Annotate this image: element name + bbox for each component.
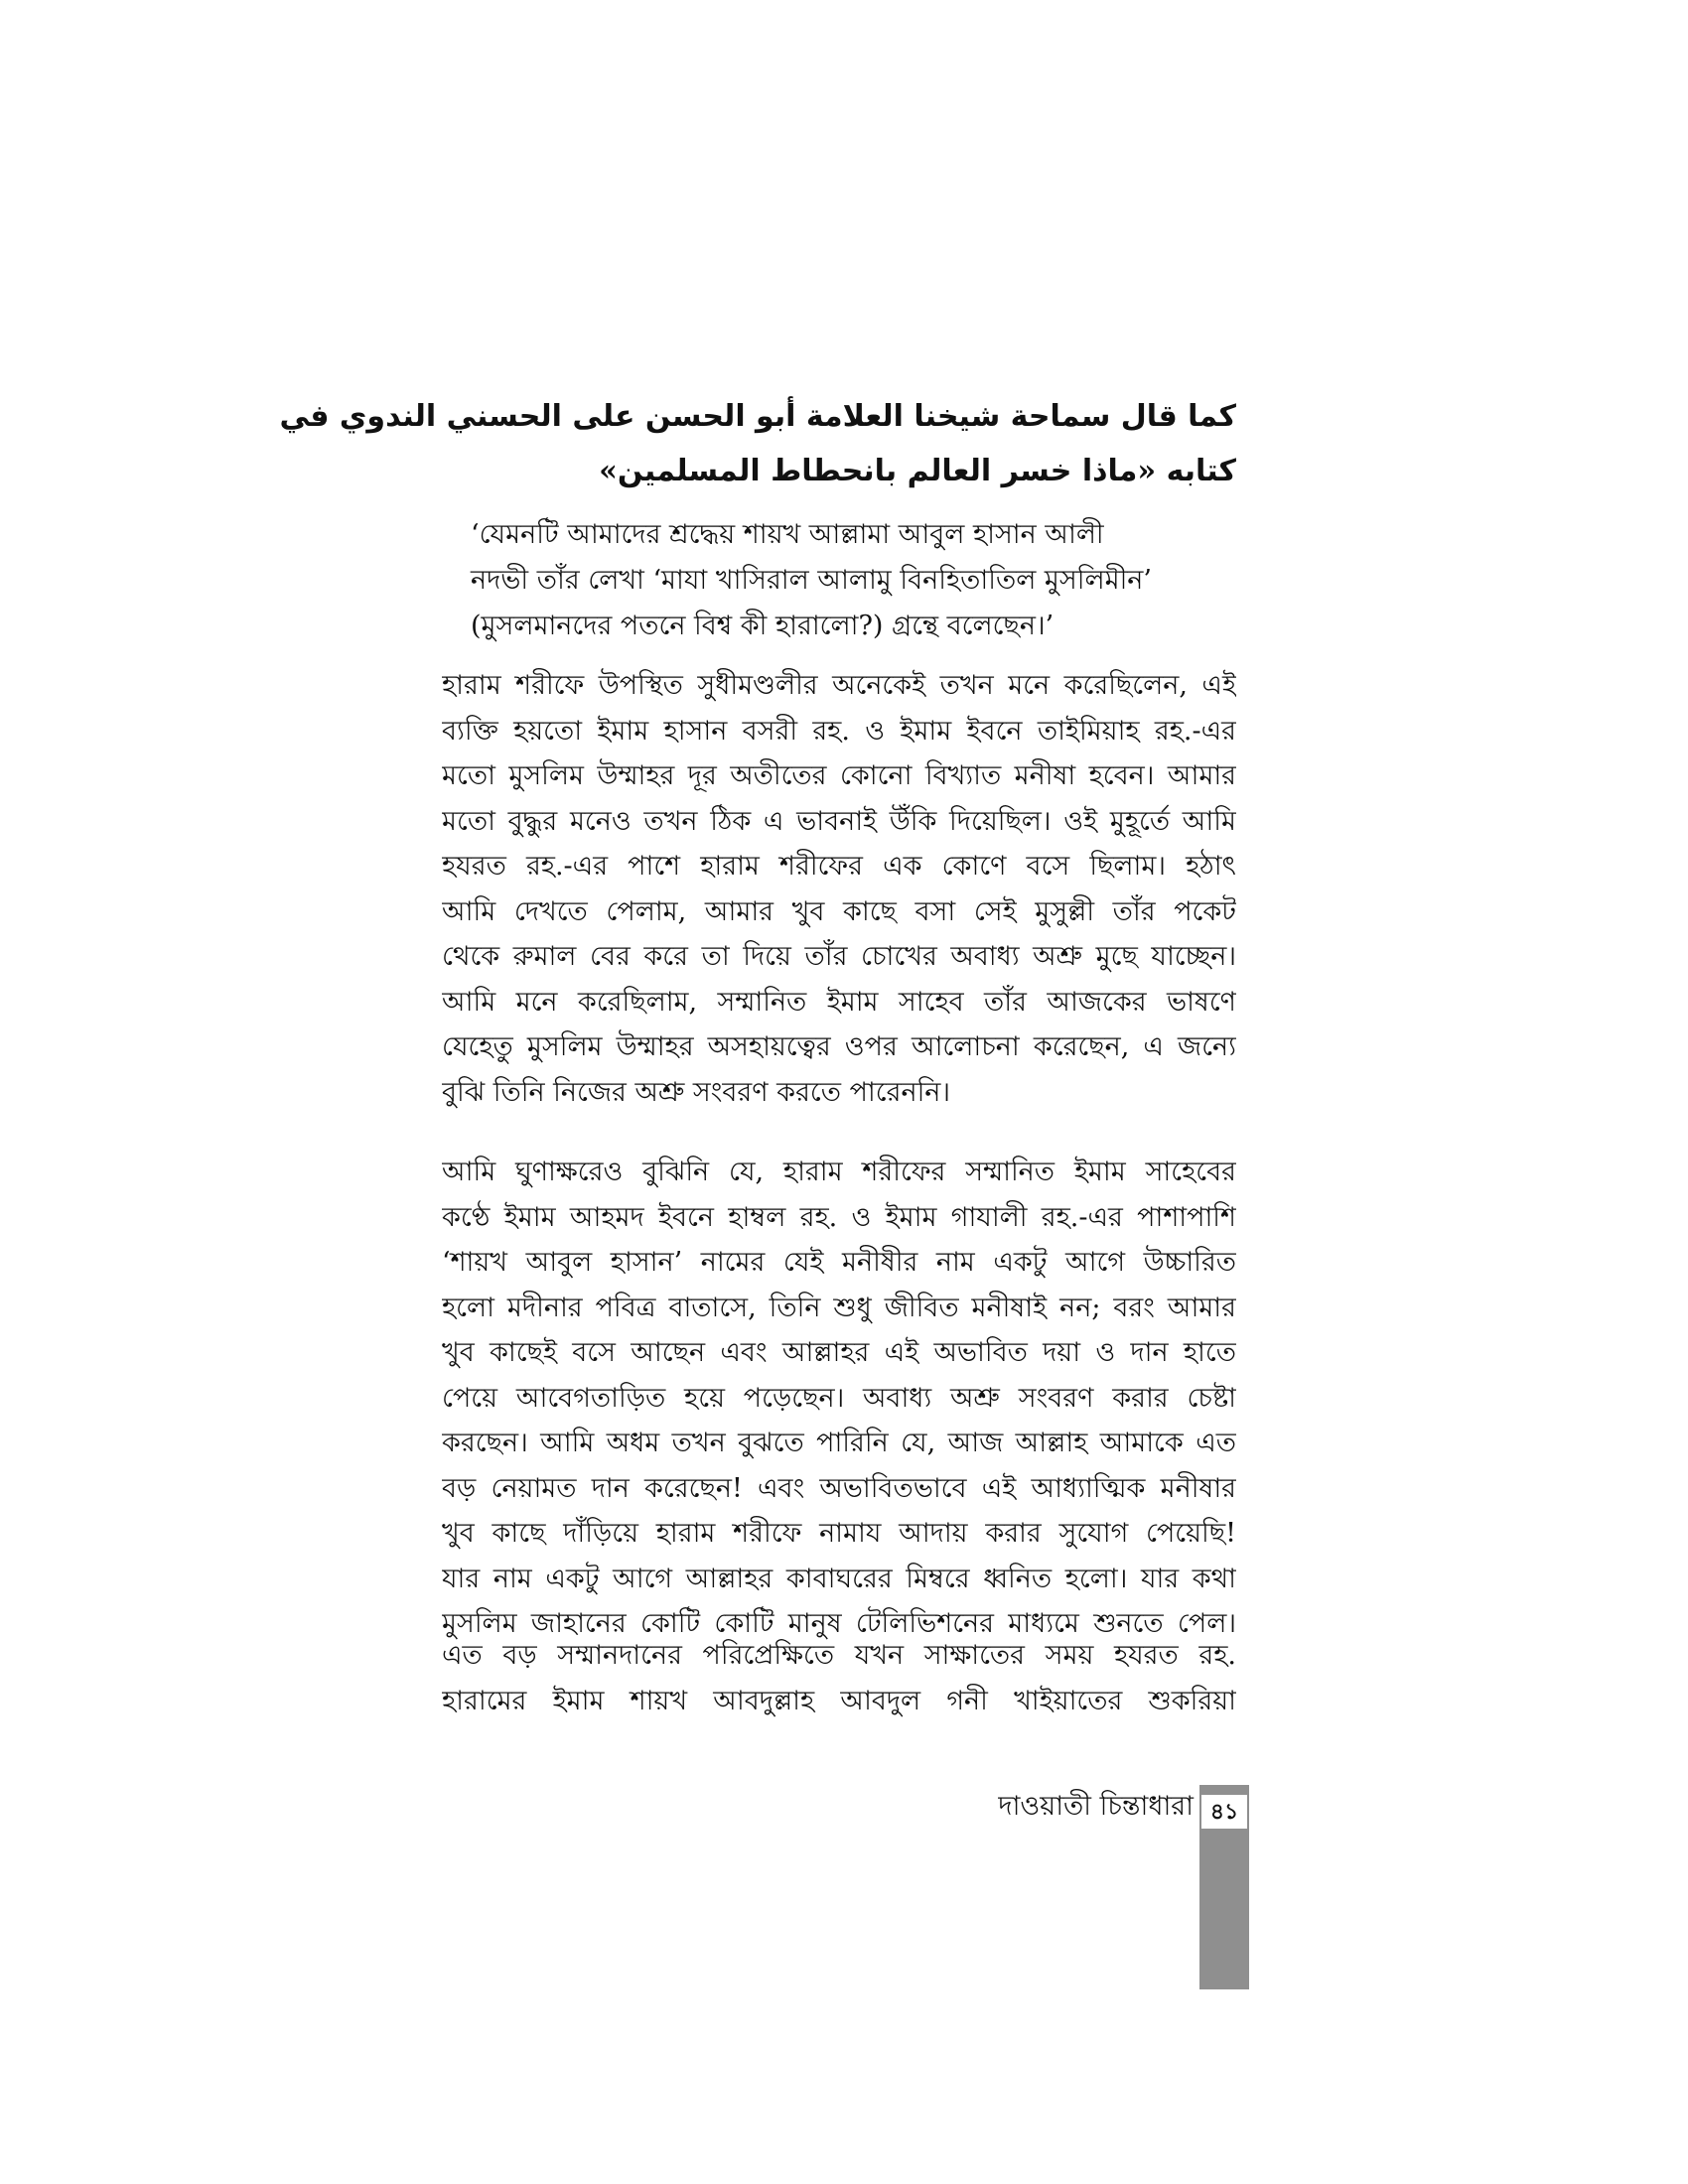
paragraph-line: আমি মনে করেছিলাম, সম্মানিত ইমাম সাহেব তাঁর আজকের ভাষণে xyxy=(442,986,1236,1018)
paragraph-line: আমি ঘুণাক্ষরেও বুঝিনি যে, হারাম শরীফের সম্মানিত ইমাম সাহেবের xyxy=(442,1157,1236,1187)
page-number: ৪১ xyxy=(1201,1795,1247,1829)
arabic-heading xyxy=(279,389,1236,498)
paragraph-line: করছেন। আমি অধম তখন বুঝতে পারিনি যে, আজ আল্লাহ আমাকে এত xyxy=(442,1428,1236,1458)
translation-line-2: নদভী তাঁর লেখা ‘মাযা খাসিরাল আলামু বিনহিতাতিল মুসলিমীন’ xyxy=(471,565,1152,596)
running-footer-book-title: দাওয়াতী চিন্তাধারা xyxy=(998,1791,1194,1822)
paragraph-line: এত বড় সম্মানদানের পরিপ্রেক্ষিতে যখন সাক্ষাতের সময় হযরত রহ. xyxy=(442,1640,1236,1671)
paragraph-line: মতো বুদ্ধুর মনেও তখন ঠিক এ ভাবনাই উঁকি দিয়েছিল। ওই মুহূর্তে আমি xyxy=(442,805,1236,837)
paragraph-1 xyxy=(442,663,1236,1115)
paragraph-line: কণ্ঠে ইমাম আহমদ ইবনে হাম্বল রহ. ও ইমাম গাযালী রহ.-এর পাশাপাশি xyxy=(442,1201,1236,1233)
paragraph-line: হযরত রহ.-এর পাশে হারাম শরীফের এক কোণে বসে ছিলাম। হঠাৎ xyxy=(442,851,1236,882)
paragraph-line: মুসলিম জাহানের কোটি কোটি মানুষ টেলিভিশনের মাধ্যমে শুনতে পেল। xyxy=(442,1608,1236,1639)
paragraph-2 xyxy=(442,1150,1236,1647)
heading-translation xyxy=(471,512,1236,649)
paragraph-line: মতো মুসলিম উম্মাহর দূর অতীতের কোনো বিখ্যাত মনীষা হবেন। আমার xyxy=(442,760,1236,791)
paragraph-line: হলো মদীনার পবিত্র বাতাসে, তিনি শুধু জীবিত মনীষাই নন; বরং আমার xyxy=(442,1292,1236,1323)
paragraph-line: বড় নেয়ামত দান করেছেন! এবং অভাবিতভাবে এই আধ্যাত্মিক মনীষার xyxy=(442,1472,1236,1504)
paragraph-line: বুঝি তিনি নিজের অশ্রু সংবরণ করতে পারেননি। xyxy=(442,1076,951,1108)
translation-line-1: ‘যেমনটি আমাদের শ্রদ্ধেয় শায়খ আল্লামা আবুল হাসান আলী xyxy=(471,519,1104,550)
paragraph-line: হারামের ইমাম শায়খ আবদুল্লাহ আবদুল গনী খাইয়াতের শুকরিয়া xyxy=(442,1685,1236,1716)
paragraph-line: যেহেতু মুসলিম উম্মাহর অসহায়ত্বের ওপর আলোচনা করেছেন, এ জন্যে xyxy=(442,1031,1236,1062)
paragraph-line: ‘শায়খ আবুল হাসান’ নামের যেই মনীষীর নাম একটু আগে উচ্চারিত xyxy=(442,1247,1236,1278)
paragraph-line: হারাম শরীফে উপস্থিত সুধীমণ্ডলীর অনেকেই তখন মনে করেছিলেন, এই xyxy=(442,670,1236,701)
paragraph-line: আমি দেখতে পেলাম, আমার খুব কাছে বসা সেই মুসুল্লী তাঁর পকেট xyxy=(442,895,1236,927)
paragraph-3 xyxy=(442,1633,1236,1723)
paragraph-line: পেয়ে আবেগতাড়িত হয়ে পড়েছেন। অবাধ্য অশ্রু সংবরণ করার চেষ্টা xyxy=(442,1382,1236,1414)
paragraph-line: খুব কাছেই বসে আছেন এবং আল্লাহর এই অভাবিত দয়া ও দান হাতে xyxy=(442,1337,1236,1368)
page-tab-top-rule xyxy=(1199,1785,1249,1791)
paragraph-line: যার নাম একটু আগে আল্লাহর কাবাঘরের মিম্বরে ধ্বনিত হলো। যার কথা xyxy=(442,1563,1236,1594)
translation-line-3: (মুসলমানদের পতনে বিশ্ব কী হারালো?) গ্রন্থে বলেছেন।’ xyxy=(471,611,1055,641)
paragraph-line: ব্যক্তি হয়তো ইমাম হাসান বসরী রহ. ও ইমাম ইবনে তাইমিয়াহ রহ.-এর xyxy=(442,715,1236,747)
arabic-heading-line-2: كتابه «ماذا خسر العالم بانحطاط المسلمين» xyxy=(599,454,1236,488)
arabic-heading-line-1: كما قال سماحة شيخنا العلامة أبو الحسن على الحسني الندوي في xyxy=(279,399,1236,434)
paragraph-line: খুব কাছে দাঁড়িয়ে হারাম শরীফে নামায আদায় করার সুযোগ পেয়েছি! xyxy=(442,1518,1236,1549)
paragraph-line: থেকে রুমাল বের করে তা দিয়ে তাঁর চোখের অবাধ্য অশ্রু মুছে যাচ্ছেন। xyxy=(442,941,1236,972)
